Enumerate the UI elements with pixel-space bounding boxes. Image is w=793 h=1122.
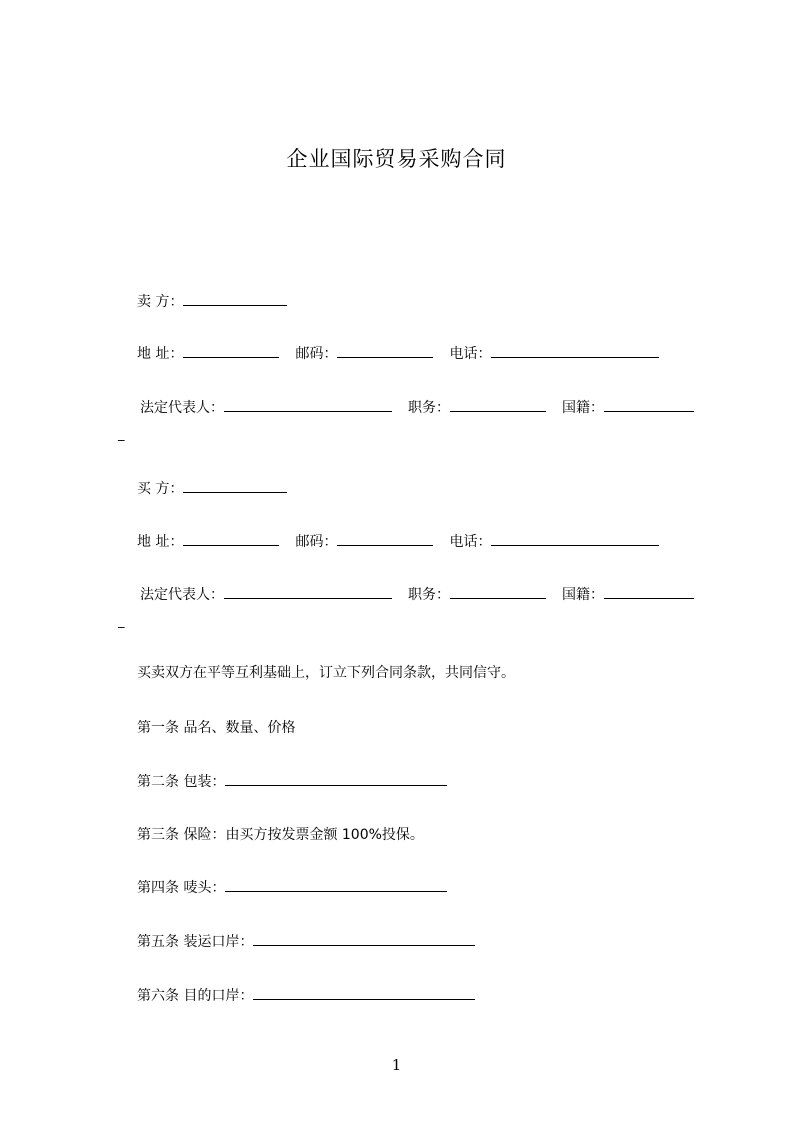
article-number: 第五条 (137, 934, 179, 950)
article-number: 第一条 (137, 720, 179, 736)
seller-address-blank[interactable] (183, 343, 279, 358)
buyer-rep-blank[interactable] (224, 584, 392, 599)
intro-paragraph: 买卖双方在平等互利基础上，订立下列合同条款，共同信守。 (137, 665, 515, 681)
seller-nationality-blank[interactable] (604, 397, 694, 412)
buyer-address-label: 地 址： (137, 534, 184, 550)
buyer-line (137, 478, 293, 499)
document-title: 企业国际贸易采购合同 (286, 147, 507, 171)
buyer-label: 买 方： (137, 481, 184, 497)
buyer-phone-label: 电话： (449, 534, 492, 550)
seller-rep-line (140, 397, 700, 418)
buyer-position-blank[interactable] (450, 584, 546, 599)
buyer-zip-label: 邮码： (295, 534, 338, 550)
article-number: 第三条 (137, 827, 179, 843)
seller-position-blank[interactable] (450, 397, 546, 412)
article-5 (137, 931, 481, 952)
buyer-phone-blank[interactable] (491, 531, 659, 546)
buyer-address-blank[interactable] (183, 531, 279, 546)
shipping-mark-blank[interactable] (225, 877, 447, 892)
buyer-rep-label: 法定代表人： (140, 587, 224, 603)
page-number: 1 (391, 1056, 402, 1074)
seller-nationality-label: 国籍： (562, 400, 604, 416)
article-text: 唛头： (183, 880, 226, 896)
destination-port-blank[interactable] (253, 985, 475, 1000)
buyer-position-label: 职务： (408, 587, 450, 603)
article-4 (137, 877, 453, 898)
buyer-nationality-label: 国籍： (562, 587, 604, 603)
seller-name-blank[interactable] (183, 291, 287, 306)
article-6 (137, 985, 481, 1006)
buyer-name-blank[interactable] (183, 478, 287, 493)
seller-label: 卖 方： (137, 294, 184, 310)
article-text: 装运口岸： (183, 934, 254, 950)
buyer-nationality-blank[interactable] (604, 584, 694, 599)
buyer-rep-line (140, 584, 700, 605)
article-number: 第四条 (137, 880, 179, 896)
seller-address-label: 地 址： (137, 346, 184, 362)
article-1 (137, 718, 295, 738)
article-text: 包装： (183, 774, 226, 790)
article-text: 保险：由买方按发票金额 100%投保。 (183, 827, 424, 843)
loading-port-blank[interactable] (253, 931, 475, 946)
seller-phone-label: 电话： (449, 346, 492, 362)
article-2 (137, 771, 453, 792)
seller-trailing-dash: _ (118, 427, 125, 442)
buyer-trailing-dash: _ (118, 614, 125, 629)
packaging-blank[interactable] (225, 771, 447, 786)
article-number: 第二条 (137, 774, 179, 790)
seller-address-line (137, 343, 665, 364)
buyer-address-line (137, 531, 665, 552)
seller-line (137, 291, 293, 312)
seller-zip-label: 邮码： (295, 346, 338, 362)
article-text: 品名、数量、价格 (183, 720, 296, 736)
buyer-zip-blank[interactable] (337, 531, 433, 546)
seller-rep-blank[interactable] (224, 397, 392, 412)
seller-position-label: 职务： (408, 400, 450, 416)
seller-zip-blank[interactable] (337, 343, 433, 358)
seller-rep-label: 法定代表人： (140, 400, 224, 416)
article-3 (137, 825, 424, 845)
article-number: 第六条 (137, 988, 179, 1004)
article-text: 目的口岸： (183, 988, 254, 1004)
seller-phone-blank[interactable] (491, 343, 659, 358)
